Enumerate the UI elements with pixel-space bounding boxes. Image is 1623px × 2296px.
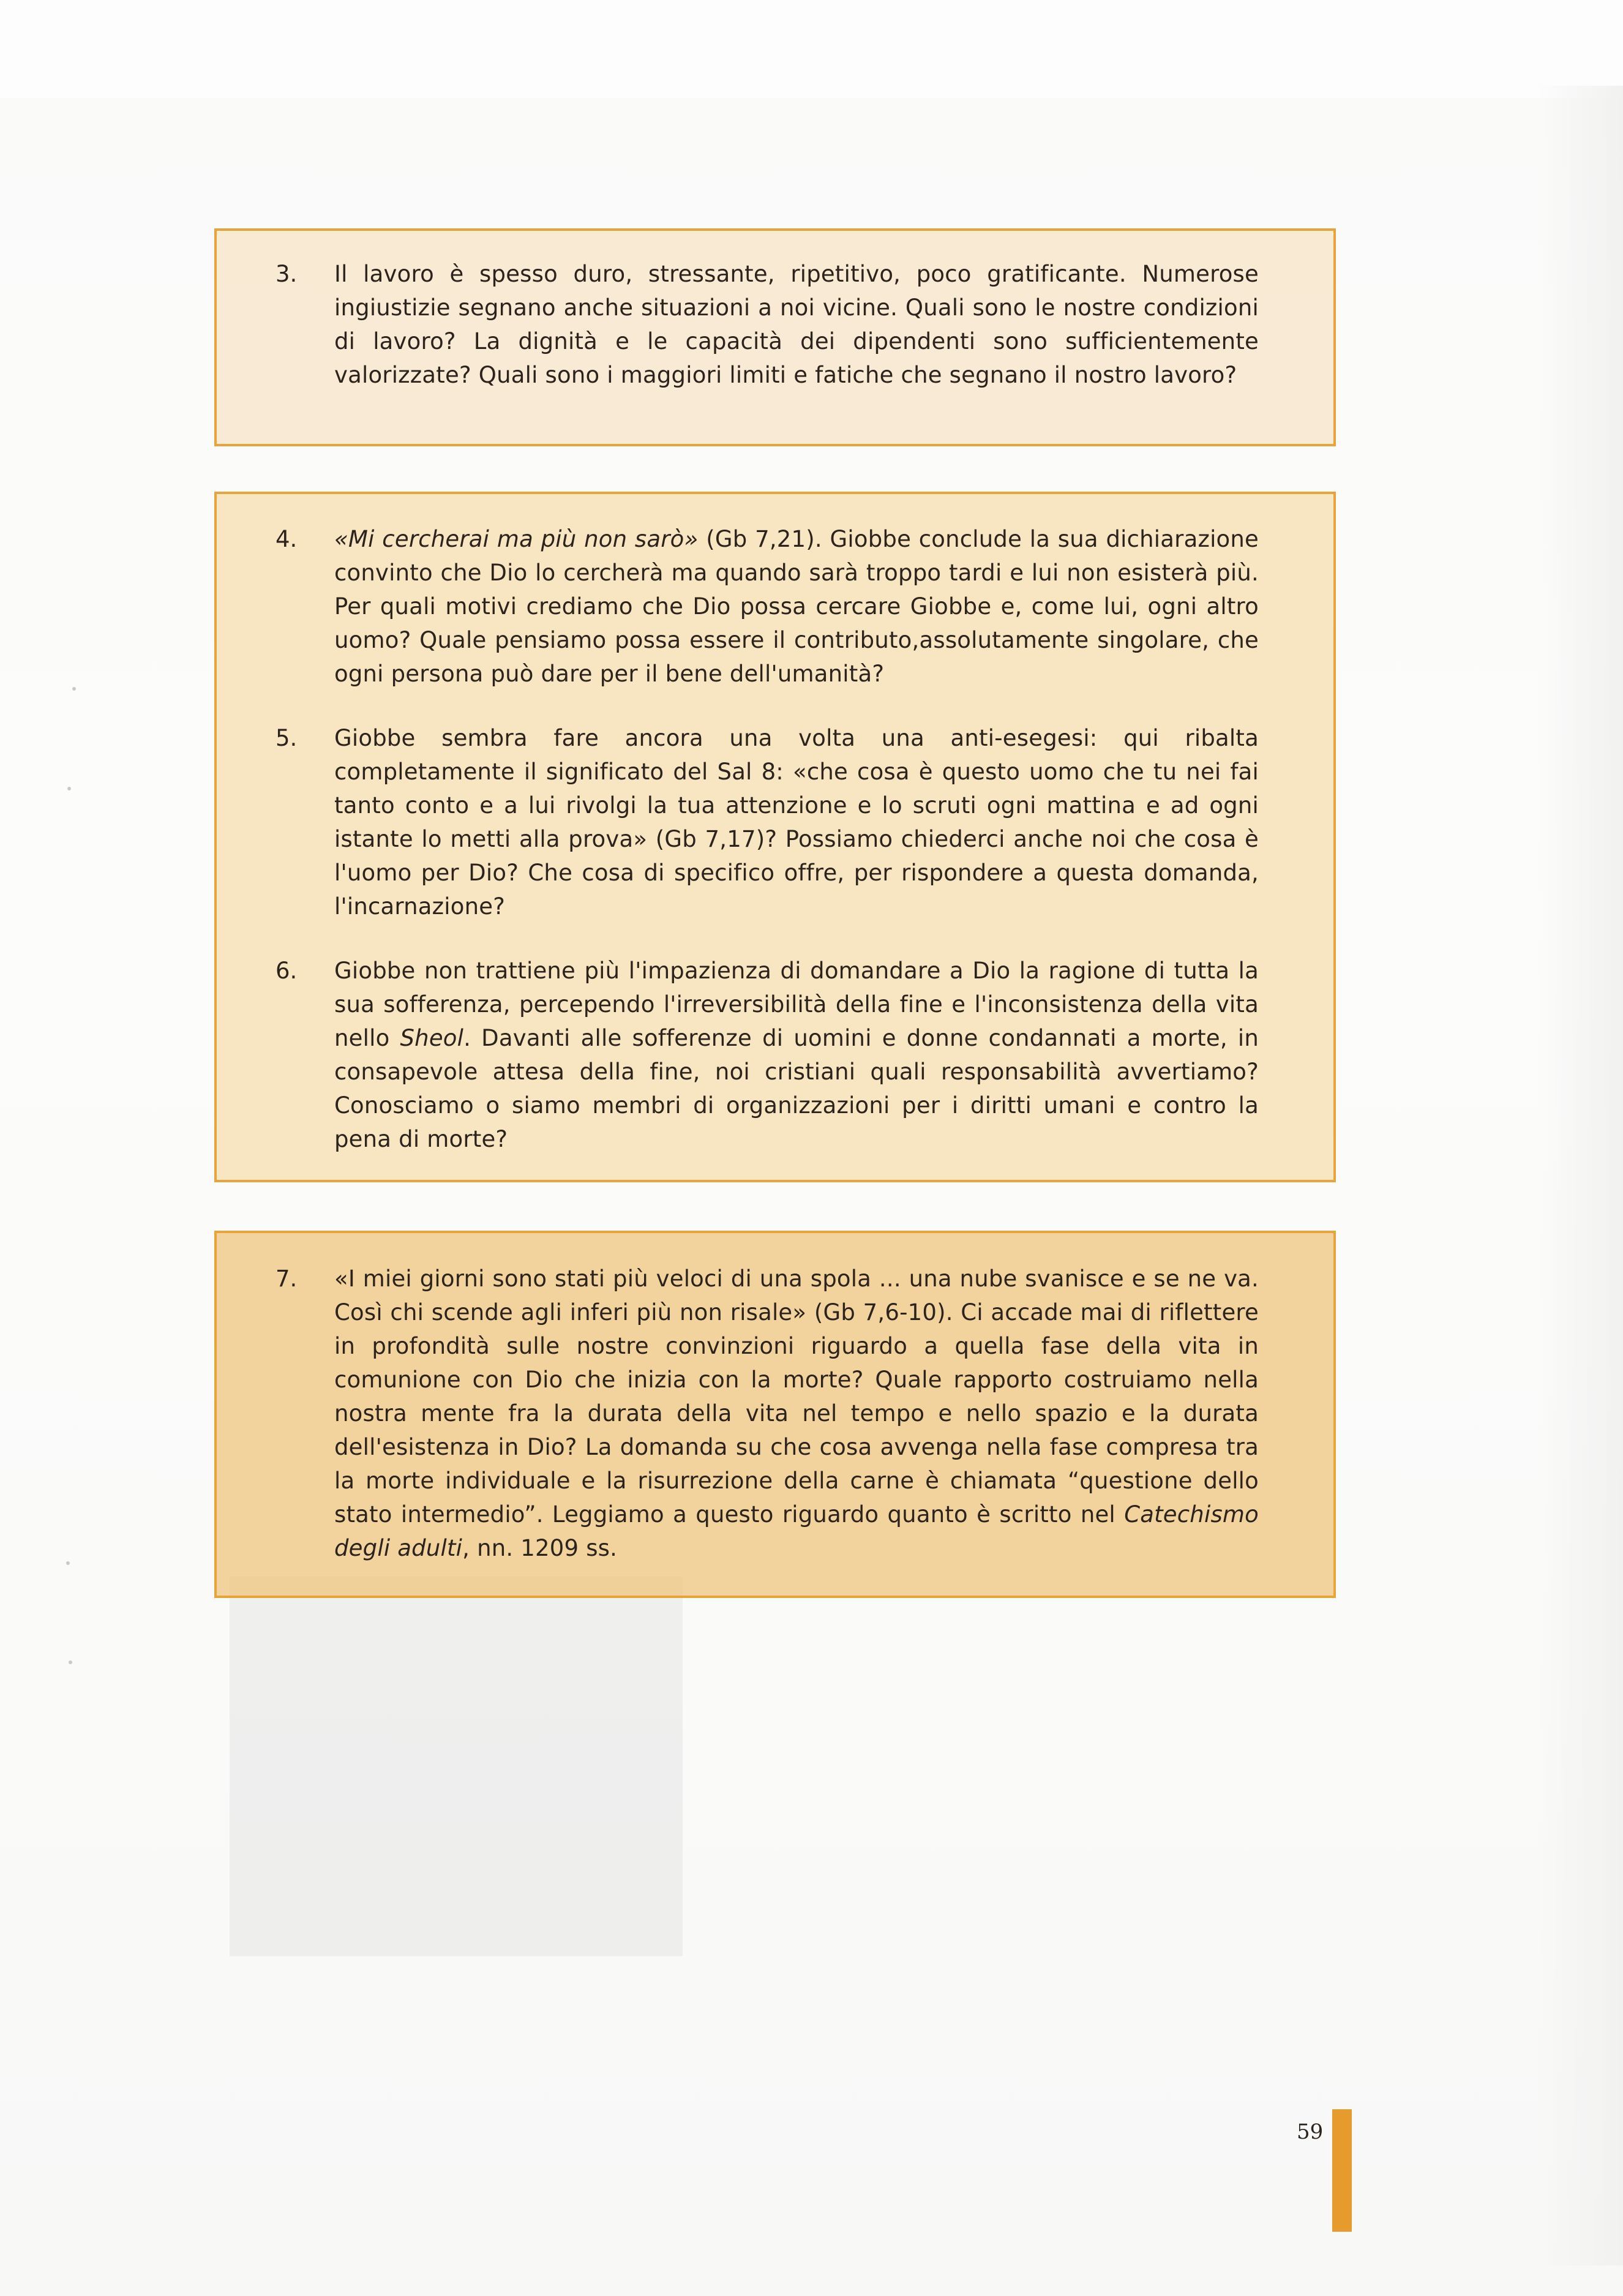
scan-speck bbox=[67, 787, 71, 790]
page-number: 59 bbox=[1297, 2120, 1324, 2144]
question-body-start: «I miei giorni sono stati più veloci di una spola ... una nube svanisce e se ne va. Così chi scende agli inferi più non risale» (Gb 7,6-10). Ci accade mai di riflettere in profondità sulle nostre convinzioni riguardo a quella fase della vita in comunione con Dio che inizia con la morte? Quale rapporto costruiamo nella nostra mente fra la durata della vita nel tempo e nello spazio e la durata dell'esistenza in Dio? La domanda su che cosa avvenga nella fase compresa tra la morte individuale e la risurrezione della carne è chiamata “questione dello stato intermedio”. Leggiamo a questo riguardo quanto è scritto nel bbox=[334, 1266, 1259, 1528]
question-box-4-6 bbox=[214, 492, 1336, 1182]
question-number: 4. bbox=[275, 526, 298, 552]
scan-speck bbox=[66, 1561, 70, 1565]
question-text bbox=[334, 522, 1259, 691]
question-text: Giobbe sembra fare ancora una volta una anti-esegesi: qui ribalta completamente il significato del Sal 8: «che cosa è questo uomo che tu nei fai tanto conto e a lui rivolgi la tua attenzione e lo scruti ogni mattina e ad ogni istante lo metti alla prova» (Gb 7,17)? Possiamo chiederci anche noi che cosa è l'uomo per Dio? Che cosa di specifico offre, per rispondere a questa domanda, l'incarnazione? bbox=[334, 725, 1259, 920]
question-number: 7. bbox=[275, 1266, 298, 1292]
quote-italic: «Mi cercherai ma più non sarò» bbox=[334, 526, 699, 552]
question-number: 6. bbox=[275, 958, 298, 984]
question-text bbox=[334, 1262, 1259, 1565]
question-number: 3. bbox=[275, 261, 298, 287]
question-body-start: Giobbe non trattiene più l'impazienza di domandare a Dio la ragione di tutta la sua sofferenza, percependo l'irreversibilità della fine e l'inconsistenza della vita nello bbox=[334, 958, 1259, 1051]
question-number: 5. bbox=[275, 725, 298, 751]
question-box-7 bbox=[214, 1231, 1336, 1598]
question-body-end: , nn. 1209 ss. bbox=[462, 1535, 618, 1561]
question-body: (Gb 7,21). Giobbe conclude la sua dichiarazione convinto che Dio lo cercherà ma quando sarà troppo tardi e lui non esisterà più. Per quali motivi crediamo che Dio possa cercare Giobbe e, come lui, ogni altro uomo? Quale pensiamo possa essere il contributo,assolutamente singolare, che ogni persona può dare per il bene dell'umanità? bbox=[334, 526, 1259, 687]
page-top-margin bbox=[0, 0, 1623, 98]
page-edge-shadow bbox=[1537, 86, 1623, 2265]
scan-speck bbox=[69, 1660, 72, 1664]
question-box-3 bbox=[214, 228, 1336, 446]
scan-speck bbox=[72, 687, 76, 691]
italic-term: Sheol bbox=[400, 1025, 464, 1051]
question-text bbox=[334, 954, 1259, 1156]
book-title-italic: Catechismo degli adulti bbox=[334, 1501, 1259, 1561]
show-through-image bbox=[230, 1577, 683, 1956]
question-body-end: . Davanti alle sofferenze di uomini e donne condannati a morte, in consapevole attesa della fine, noi cristiani quali responsabilità avvertiamo? Conosciamo o siamo membri di organizzazioni per i diritti umani e contro la pena di morte? bbox=[334, 1025, 1259, 1152]
question-text: Il lavoro è spesso duro, stressante, ripetitivo, poco gratificante. Numerose ingiustizie segnano anche situazioni a noi vicine. Quali sono le nostre condizioni di lavoro? La dignità e le capacità dei dipendenti sono sufficientemente valorizzate? Quali sono i maggiori limiti e fatiche che segnano il nostro lavoro? bbox=[334, 261, 1259, 388]
page-tab-marker bbox=[1332, 2109, 1352, 2232]
